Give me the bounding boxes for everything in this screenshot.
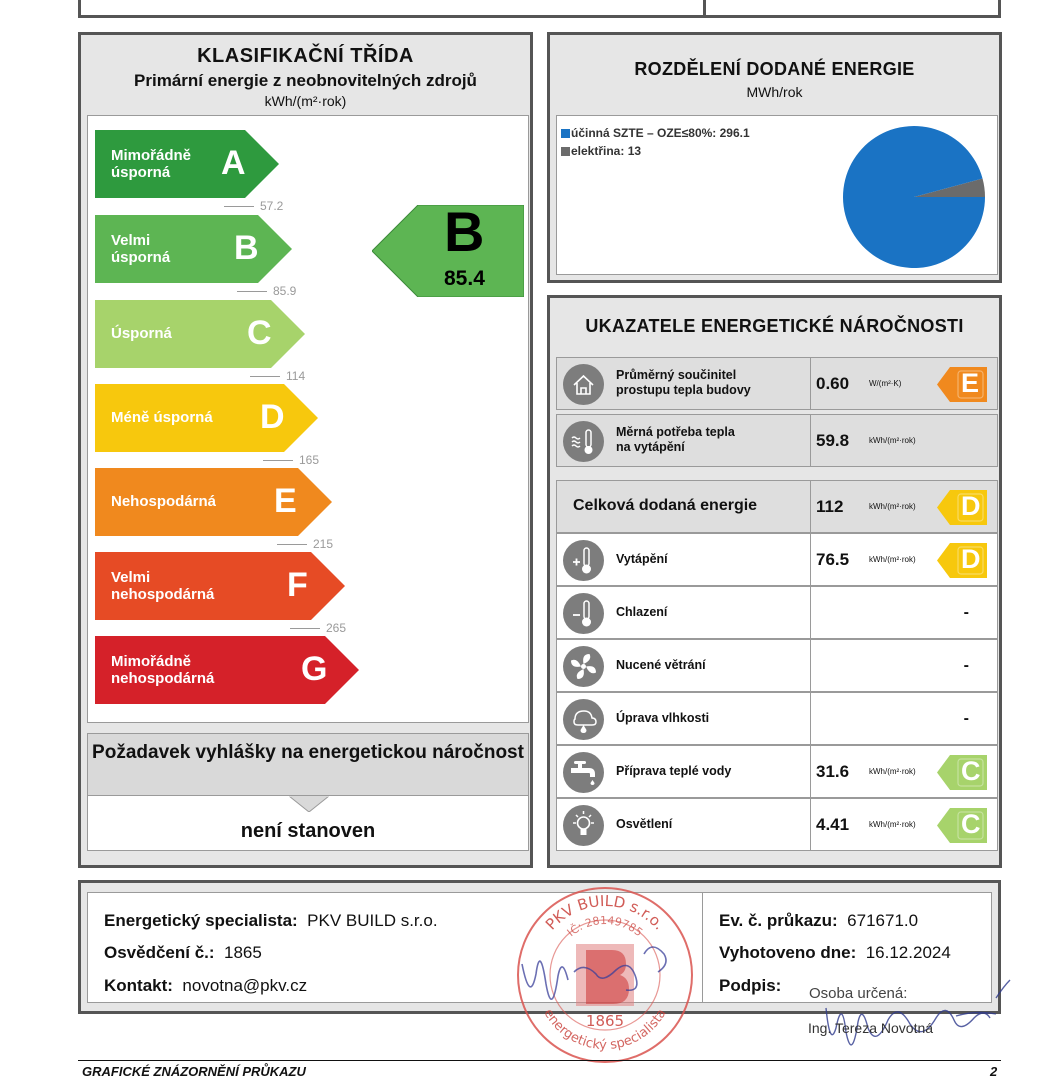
- energy-split-title: ROZDĚLENÍ DODANÉ ENERGIE: [634, 59, 915, 79]
- limit-tick: [250, 376, 280, 377]
- faucet-icon: [563, 752, 604, 793]
- class-label-line2: nehospodárná: [111, 670, 215, 687]
- indicator-class-badge: [937, 367, 987, 402]
- indicator-divider: [810, 358, 811, 409]
- energy-class-scale: [87, 115, 529, 723]
- limit-value: 165: [299, 453, 320, 467]
- limit-value: 265: [326, 621, 347, 635]
- indicator-label: [616, 425, 735, 455]
- class-arrow-c: [95, 300, 305, 368]
- fan-icon: [563, 646, 604, 687]
- limit-value: 85.9: [273, 284, 297, 298]
- page-bottom-rule: [78, 1060, 1001, 1061]
- svg-text:PKV BUILD s.r.o.: PKV BUILD s.r.o.: [541, 891, 669, 934]
- class-label: [111, 653, 214, 687]
- indicators-title: UKAZATELE ENERGETICKÉ NÁROČNOSTI: [585, 316, 964, 336]
- indicator-unit: kWh/(m²·rok): [869, 767, 916, 776]
- indicator-unit: kWh/(m²·rok): [869, 820, 916, 829]
- thermometer-minus-icon: [563, 593, 604, 634]
- svg-text:IČ: 28149785: IČ: 28149785: [564, 913, 646, 940]
- indicator-empty-value: -: [963, 657, 969, 674]
- indicator-label: Příprava teplé vody: [616, 764, 732, 778]
- indicator-class-badge: [937, 755, 987, 790]
- result-class-indicator: [372, 200, 524, 297]
- limit-value: 57.2: [260, 199, 284, 213]
- limit-value: 215: [313, 537, 334, 551]
- requirement-value: není stanoven: [240, 820, 376, 842]
- indicator-class-badge: [937, 808, 987, 843]
- class-letter: C: [247, 314, 272, 352]
- indicator-class-letter: E: [961, 368, 980, 398]
- certificate-line: [104, 943, 262, 963]
- issued-value: 16.12.2024: [865, 943, 951, 962]
- contact-label: Kontakt:: [104, 976, 173, 995]
- indicator-row-cooling: [556, 586, 998, 639]
- specialist-line: [104, 911, 438, 931]
- svg-text:energetický specialista: energetický specialista: [540, 1006, 670, 1054]
- card-number-line: [719, 911, 918, 931]
- indicator-value: 31.6: [816, 762, 850, 781]
- indicator-divider: [810, 746, 811, 797]
- class-label-line1: Velmi: [111, 569, 151, 586]
- indicator-row-ventilation: [556, 639, 998, 692]
- certificate-value: 1865: [224, 943, 262, 962]
- class-letter: E: [274, 482, 297, 520]
- energy-split-chart: [556, 115, 998, 275]
- result-class-value: 85.4: [444, 267, 485, 290]
- pie-slice-szte: [843, 126, 985, 268]
- class-arrow-b: [95, 215, 292, 283]
- indicator-value: 0.60: [816, 374, 850, 393]
- heat-demand-icon: [563, 421, 604, 462]
- class-label-line1: Nehospodárná: [111, 493, 217, 510]
- class-label-line1: Mimořádně: [111, 147, 192, 164]
- class-arrow-f: [95, 552, 345, 620]
- class-label: [111, 493, 216, 510]
- class-letter: D: [260, 398, 285, 436]
- card-number-label: Ev. č. průkazu:: [719, 911, 838, 930]
- class-letter: G: [301, 650, 328, 688]
- limit-tick: [263, 460, 293, 461]
- signature-graphic: [806, 978, 1026, 1058]
- signature-label: Podpis:: [719, 976, 782, 995]
- indicator-value: 4.41: [816, 815, 850, 834]
- indicator-row-u-value: [556, 357, 998, 410]
- indicator-empty-value: -: [963, 710, 969, 727]
- requirement-heading: [88, 734, 528, 796]
- contact-value: novotna@pkv.cz: [182, 976, 308, 995]
- limit-tick: [290, 628, 320, 629]
- requirement-box: [87, 733, 529, 851]
- issued-label: Vyhotoveno dne:: [719, 943, 857, 962]
- classification-title: KLASIFIKAČNÍ TŘÍDA: [197, 45, 414, 67]
- legend-label-elektrina: elektřina: 13: [571, 144, 642, 158]
- indicator-unit: kWh/(m²·rok): [869, 555, 916, 564]
- class-label-line1: Úsporná: [111, 325, 172, 342]
- class-label-line2: úsporná: [111, 164, 171, 181]
- indicator-empty-value: -: [963, 604, 969, 621]
- class-label-line1: Velmi: [111, 232, 151, 249]
- indicator-label-line1: Měrná potřeba tepla: [616, 425, 735, 439]
- legend-swatch-szte: [561, 129, 570, 138]
- class-label-line1: Mimořádně: [111, 653, 192, 670]
- specialist-label: Energetický specialista:: [104, 911, 298, 930]
- class-label: [111, 569, 214, 603]
- svg-text:1865: 1865: [585, 1012, 625, 1030]
- indicator-class-letter: D: [961, 544, 981, 574]
- indicator-label: Nucené větrání: [616, 658, 706, 672]
- indicator-label: Osvětlení: [616, 817, 673, 831]
- page-caption: GRAFICKÉ ZNÁZORNĚNÍ PRŮKAZU: [82, 1064, 306, 1078]
- energy-split-unit: MWh/rok: [746, 84, 803, 100]
- requirement-heading-text: Požadavek vyhlášky na energetickou náročnost: [92, 742, 524, 763]
- indicator-row-hot-water: [556, 745, 998, 798]
- class-arrow-e: [95, 468, 332, 536]
- indicator-label-line2: prostupu tepla budovy: [616, 383, 751, 397]
- issued-line: [719, 943, 951, 963]
- card-number-value: 671671.0: [847, 911, 919, 930]
- limit-tick: [224, 206, 254, 207]
- indicator-label: [616, 368, 751, 398]
- pie-chart: [839, 122, 989, 272]
- class-limit: [237, 284, 296, 298]
- indicator-label: Úprava vlhkosti: [616, 711, 710, 725]
- bulb-icon: [563, 805, 604, 846]
- class-limit: [290, 621, 346, 635]
- legend-item-elektrina: [561, 144, 641, 158]
- company-stamp: [514, 884, 696, 1066]
- indicator-row-heating: [556, 533, 998, 586]
- indicator-value: 59.8: [816, 431, 850, 450]
- certificate-label: Osvědčení č.:: [104, 943, 215, 962]
- indicator-divider: [810, 534, 811, 585]
- specialist-value: PKV BUILD s.r.o.: [307, 911, 438, 930]
- result-class-letter: B: [444, 200, 485, 263]
- class-letter: A: [221, 144, 246, 182]
- legend-item-szte: [561, 126, 750, 140]
- class-label-line1: Méně úsporná: [111, 409, 213, 426]
- indicator-value: 112: [816, 497, 844, 516]
- stamp-graphic: [514, 884, 696, 1066]
- indicator-divider: [810, 481, 811, 532]
- indicator-divider: [810, 640, 811, 691]
- indicator-class-letter: C: [961, 756, 981, 786]
- indicator-unit: kWh/(m²·rok): [869, 436, 916, 445]
- class-limit: [224, 199, 283, 213]
- class-label-line2: nehospodárná: [111, 586, 215, 603]
- class-label: [111, 147, 191, 181]
- indicator-label-line1: Průměrný součinitel: [616, 368, 737, 382]
- thermometer-plus-icon: [563, 540, 604, 581]
- indicator-unit: kWh/(m²·rok): [869, 502, 916, 511]
- humidity-icon: [563, 699, 604, 740]
- class-limit: [250, 369, 305, 383]
- class-arrow-g: [95, 636, 359, 704]
- indicator-label-line2: na vytápění: [616, 440, 685, 454]
- handwritten-signature: [806, 978, 1026, 1058]
- indicator-label: Chlazení: [616, 605, 668, 619]
- indicator-divider: [810, 415, 811, 466]
- class-limit: [277, 537, 333, 551]
- limit-tick: [277, 544, 307, 545]
- person-name: Ing. Tereza Novotná: [808, 1020, 934, 1036]
- class-arrow-d: [95, 384, 318, 452]
- indicator-divider: [810, 587, 811, 638]
- indicator-divider: [810, 693, 811, 744]
- limit-value: 114: [286, 369, 306, 383]
- requirement-pointer: [289, 796, 329, 812]
- indicator-divider: [810, 799, 811, 850]
- classification-panel: [78, 32, 533, 868]
- person-label: Osoba určená:: [809, 985, 908, 1002]
- indicator-label: Celková dodaná energie: [573, 497, 758, 514]
- class-arrow-a: [95, 130, 279, 198]
- indicator-value: 76.5: [816, 550, 850, 569]
- indicator-class-badge: [937, 490, 987, 525]
- indicator-row-heat-demand: [556, 414, 998, 467]
- previous-section-remnant: [78, 0, 1001, 18]
- indicator-class-letter: C: [961, 809, 981, 839]
- class-letter: B: [234, 229, 259, 267]
- legend-swatch-elektrina: [561, 147, 570, 156]
- legend-label-szte: účinná SZTE – OZE≤80%: 296.1: [571, 126, 750, 140]
- indicator-label: Vytápění: [616, 552, 668, 566]
- class-limit: [263, 453, 319, 467]
- indicators-panel: [547, 295, 1002, 868]
- indicator-class-letter: D: [961, 491, 981, 521]
- indicator-class-badge: [937, 543, 987, 578]
- signature-line: [719, 976, 781, 996]
- class-label-line2: úsporná: [111, 249, 171, 266]
- indicator-row-humidity: [556, 692, 998, 745]
- page-number: 2: [990, 1064, 998, 1078]
- energy-split-panel: [547, 32, 1002, 283]
- contact-line: [104, 976, 307, 996]
- class-label: [111, 232, 170, 266]
- house-icon: [563, 364, 604, 405]
- indicator-row-lighting: [556, 798, 998, 851]
- class-label: [111, 325, 172, 342]
- limit-tick: [237, 291, 267, 292]
- indicator-unit: W/(m²·K): [869, 379, 902, 388]
- classification-unit: kWh/(m²·rok): [264, 93, 347, 109]
- class-letter: F: [287, 566, 308, 604]
- indicator-row-total-energy: [556, 480, 998, 533]
- class-label: [111, 409, 213, 426]
- classification-subtitle: Primární energie z neobnovitelných zdrojů: [134, 71, 477, 90]
- footer-divider: [702, 893, 703, 1002]
